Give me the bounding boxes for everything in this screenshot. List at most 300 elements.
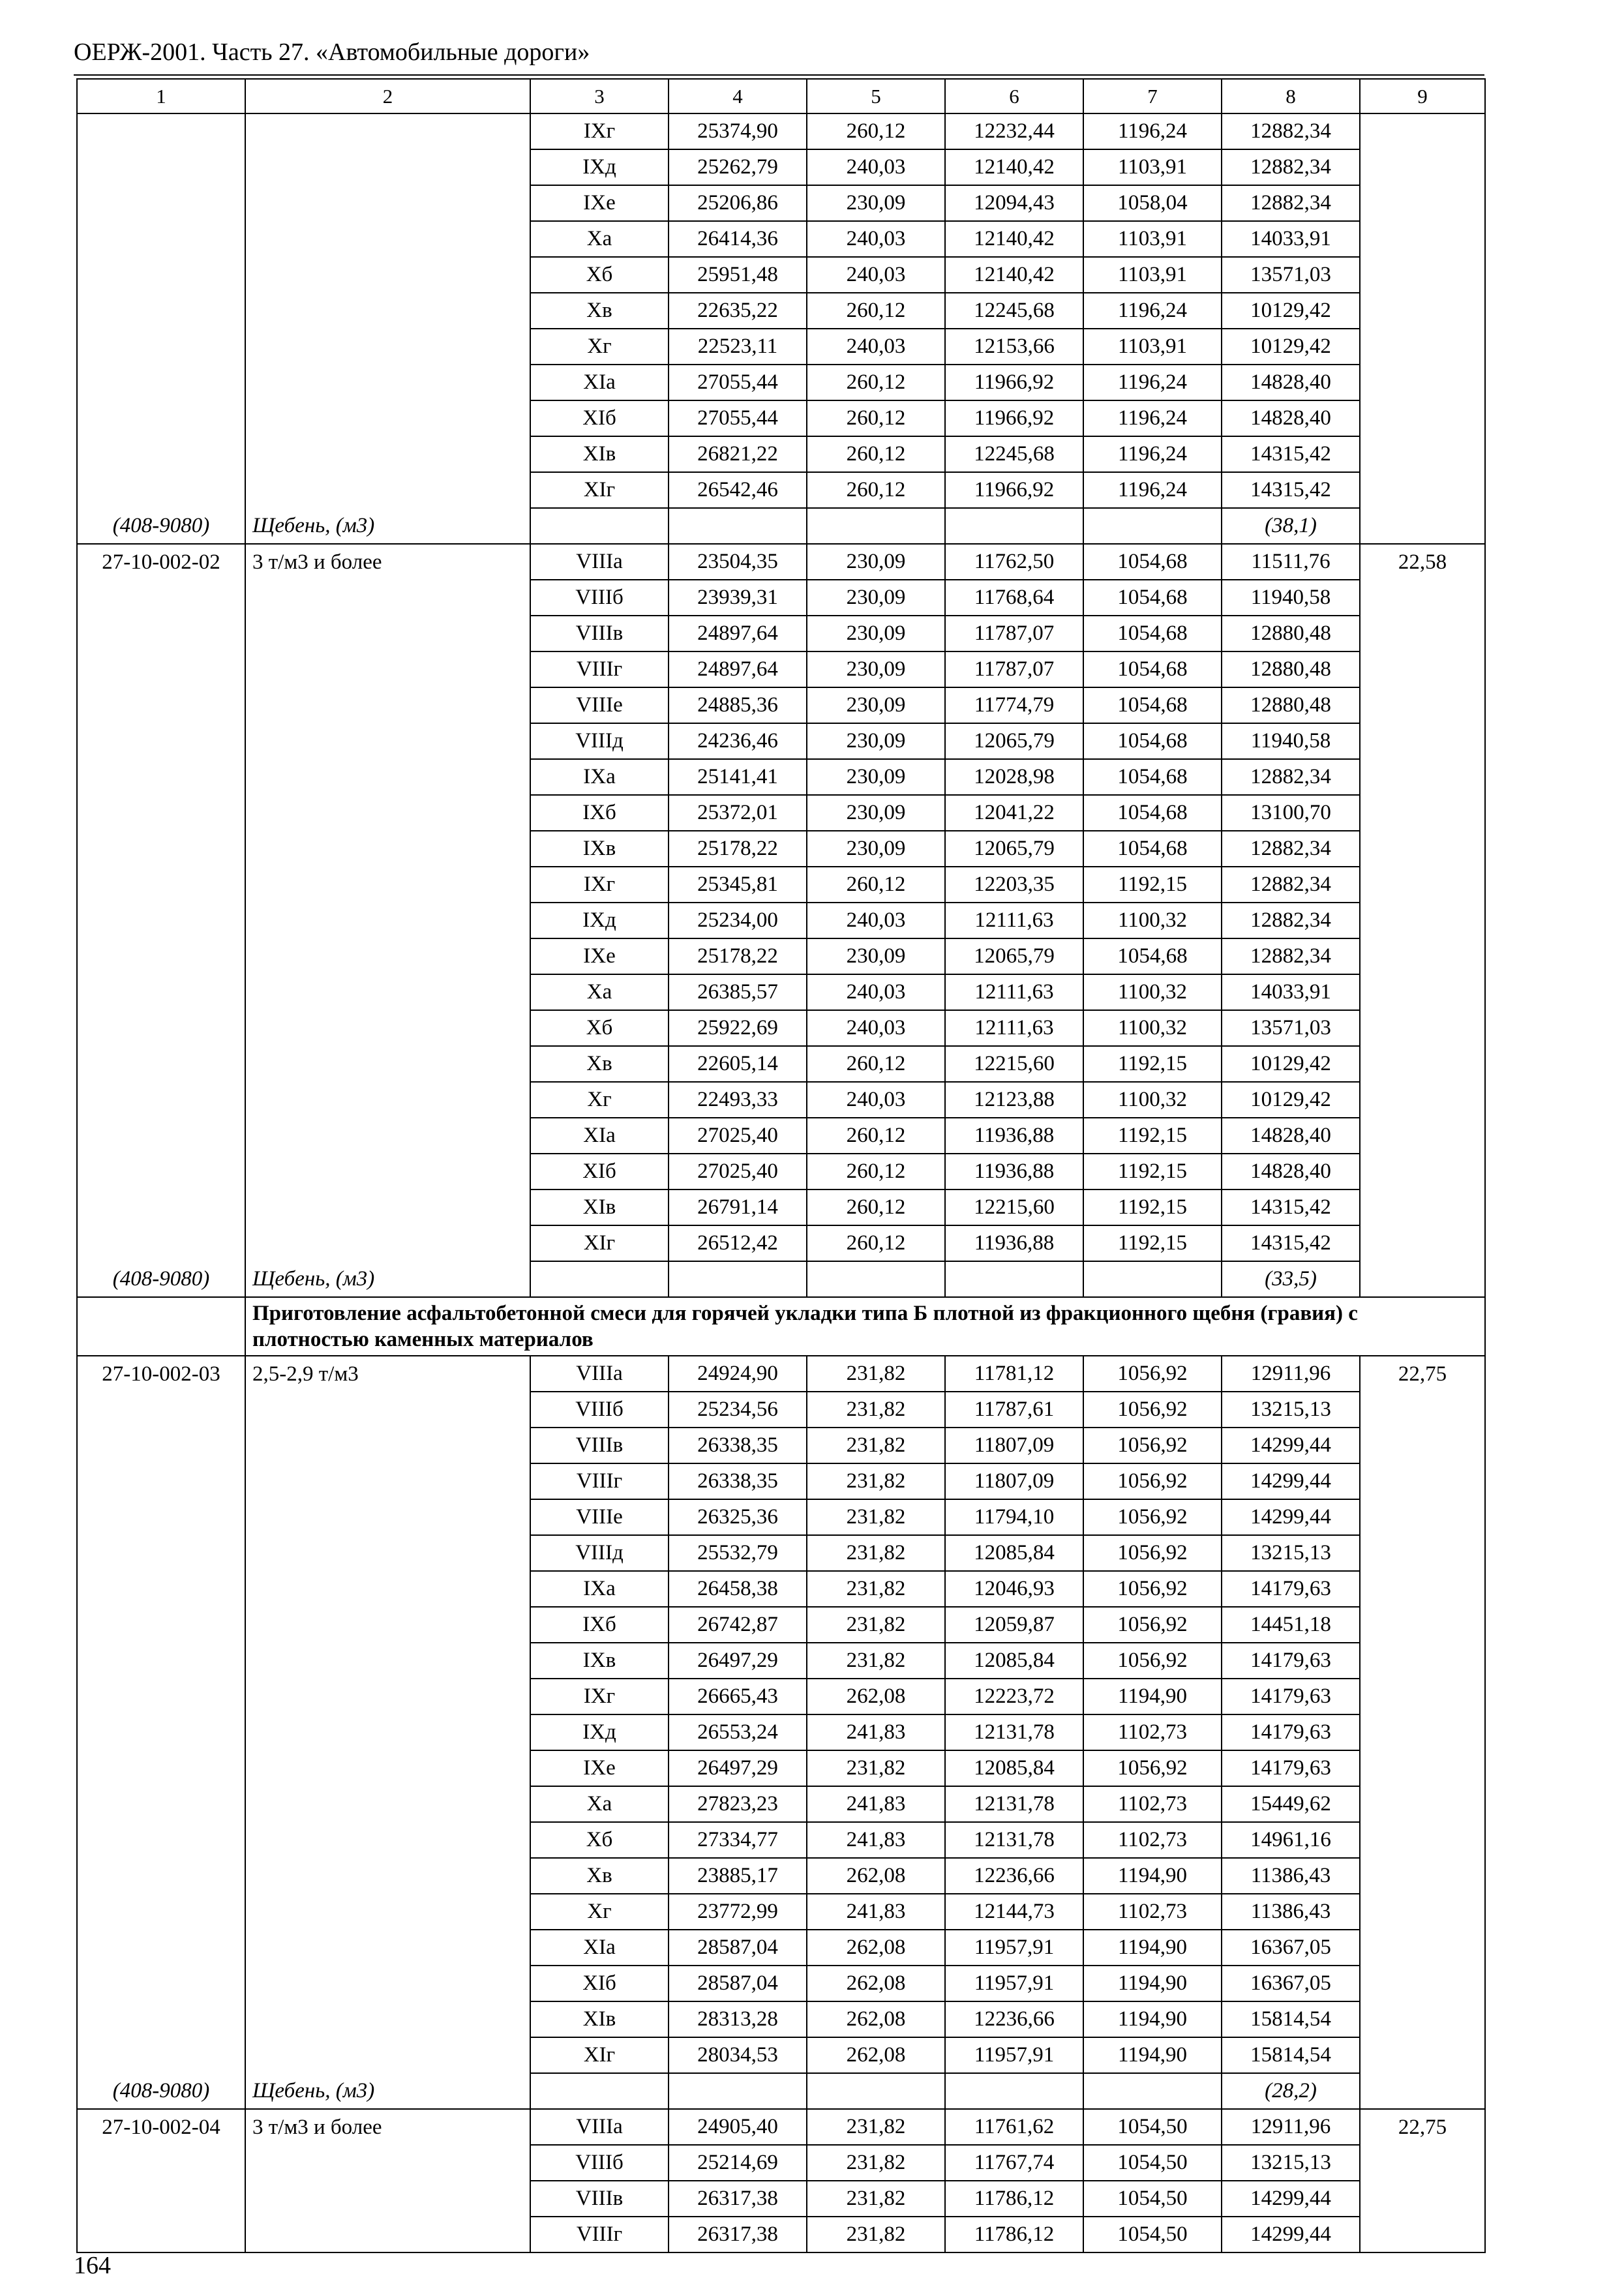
wages-cell: 231,82 — [807, 2109, 945, 2145]
table-row — [77, 1858, 1485, 1894]
resource-footer-row — [77, 1261, 1485, 1297]
materials-cell: 14828,40 — [1222, 1118, 1360, 1154]
rate-name — [245, 1607, 530, 1643]
rate-name — [245, 1499, 530, 1535]
rate-code — [77, 1643, 245, 1679]
rate-code — [77, 1679, 245, 1714]
table-row — [77, 472, 1485, 508]
total-cost-cell: 25372,01 — [669, 795, 807, 831]
rate-code — [77, 436, 245, 472]
rate-code — [77, 2181, 245, 2217]
operators-wages-cell: 1054,68 — [1083, 616, 1222, 651]
machines-cell: 12065,79 — [945, 723, 1083, 759]
rate-code — [77, 2001, 245, 2037]
operators-wages-cell: 1102,73 — [1083, 1786, 1222, 1822]
machines-cell: 12059,87 — [945, 1607, 1083, 1643]
rate-code: 27-10-002-04 — [77, 2109, 245, 2145]
rate-code — [77, 795, 245, 831]
rate-name — [245, 1858, 530, 1894]
materials-cell: 14315,42 — [1222, 472, 1360, 508]
table-row — [77, 1356, 1485, 1392]
rates-table — [76, 78, 1486, 2253]
zone-cell: VIIIа — [530, 1356, 669, 1392]
total-cost-cell: 22635,22 — [669, 293, 807, 329]
table-row — [77, 257, 1485, 293]
total-cost-cell: 25922,69 — [669, 1010, 807, 1046]
total-cost-cell: 24236,46 — [669, 723, 807, 759]
table-row — [77, 1571, 1485, 1607]
table-row — [77, 1225, 1485, 1261]
labor-cost-cell — [1360, 1858, 1485, 1894]
rate-code — [77, 1535, 245, 1571]
header-rule — [74, 74, 1484, 76]
rate-name — [245, 436, 530, 472]
table-row — [77, 1786, 1485, 1822]
labor-cost-cell — [1360, 938, 1485, 974]
operators-wages-cell: 1054,68 — [1083, 544, 1222, 580]
table-row — [77, 185, 1485, 221]
materials-cell: 14299,44 — [1222, 2181, 1360, 2217]
operators-wages-cell: 1192,15 — [1083, 1118, 1222, 1154]
zone-cell: VIIIв — [530, 2181, 669, 2217]
materials-cell: 13215,13 — [1222, 1535, 1360, 1571]
resource-code: (408-9080) — [77, 2073, 245, 2109]
labor-cost-cell — [1360, 293, 1485, 329]
total-cost-cell: 25234,56 — [669, 1392, 807, 1428]
total-cost-cell: 27025,40 — [669, 1118, 807, 1154]
table-row — [77, 1643, 1485, 1679]
labor-cost-cell — [1360, 1571, 1485, 1607]
machines-cell: 12111,63 — [945, 903, 1083, 938]
table-row — [77, 1535, 1485, 1571]
resource-code: (408-9080) — [77, 1261, 245, 1297]
materials-cell: 13215,13 — [1222, 2145, 1360, 2181]
materials-cell: 12882,34 — [1222, 113, 1360, 149]
labor-cost-cell — [1360, 400, 1485, 436]
wages-cell: 230,09 — [807, 687, 945, 723]
labor-cost-cell: 22,75 — [1360, 1356, 1485, 1392]
blank-cell — [945, 2073, 1083, 2109]
total-cost-cell: 23885,17 — [669, 1858, 807, 1894]
labor-cost-cell — [1360, 2217, 1485, 2252]
materials-cell: 14828,40 — [1222, 365, 1360, 400]
table-row — [77, 974, 1485, 1010]
rate-code — [77, 2145, 245, 2181]
total-cost-cell: 25178,22 — [669, 831, 807, 867]
rate-code — [77, 221, 245, 257]
blank-cell — [807, 508, 945, 544]
rate-code — [77, 867, 245, 903]
rate-code: 27-10-002-03 — [77, 1356, 245, 1392]
machines-cell: 12245,68 — [945, 436, 1083, 472]
table-row — [77, 1463, 1485, 1499]
zone-cell: XIб — [530, 400, 669, 436]
rate-name — [245, 1189, 530, 1225]
blank-cell — [530, 508, 669, 544]
labor-cost-cell — [1360, 1535, 1485, 1571]
materials-cell: 14179,63 — [1222, 1643, 1360, 1679]
rate-name — [245, 1118, 530, 1154]
rate-code — [77, 2217, 245, 2252]
table-row — [77, 795, 1485, 831]
labor-cost-cell — [1360, 1463, 1485, 1499]
rate-code — [77, 1858, 245, 1894]
wages-cell: 230,09 — [807, 795, 945, 831]
wages-cell: 231,82 — [807, 2181, 945, 2217]
rate-code — [77, 580, 245, 616]
rate-code — [77, 616, 245, 651]
operators-wages-cell: 1192,15 — [1083, 1225, 1222, 1261]
total-cost-cell: 25206,86 — [669, 185, 807, 221]
labor-cost-cell — [1360, 1607, 1485, 1643]
machines-cell: 12140,42 — [945, 221, 1083, 257]
machines-cell: 11966,92 — [945, 365, 1083, 400]
materials-cell: 12882,34 — [1222, 903, 1360, 938]
table-row — [77, 2181, 1485, 2217]
total-cost-cell: 22523,11 — [669, 329, 807, 365]
materials-cell: 10129,42 — [1222, 329, 1360, 365]
rates-table-body — [77, 79, 1485, 2252]
zone-cell: IXд — [530, 149, 669, 185]
total-cost-cell: 22605,14 — [669, 1046, 807, 1082]
machines-cell: 12028,98 — [945, 759, 1083, 795]
table-row — [77, 1966, 1485, 2001]
wages-cell: 262,08 — [807, 2037, 945, 2073]
table-row — [77, 544, 1485, 580]
wages-cell: 262,08 — [807, 1930, 945, 1966]
zone-cell: Xв — [530, 1046, 669, 1082]
wages-cell: 230,09 — [807, 580, 945, 616]
total-cost-cell: 25178,22 — [669, 938, 807, 974]
blank-cell — [807, 2073, 945, 2109]
wages-cell: 260,12 — [807, 472, 945, 508]
table-row — [77, 1118, 1485, 1154]
zone-cell: XIб — [530, 1966, 669, 2001]
operators-wages-cell: 1054,50 — [1083, 2181, 1222, 2217]
wages-cell: 260,12 — [807, 365, 945, 400]
labor-cost-cell — [1360, 1643, 1485, 1679]
rate-name — [245, 1894, 530, 1930]
rate-code — [77, 293, 245, 329]
wages-cell: 260,12 — [807, 1154, 945, 1189]
blank-cell — [1083, 2073, 1222, 2109]
machines-cell: 11774,79 — [945, 687, 1083, 723]
rate-name — [245, 1225, 530, 1261]
column-number-cell: 6 — [945, 79, 1083, 113]
wages-cell: 230,09 — [807, 185, 945, 221]
total-cost-cell: 26665,43 — [669, 1679, 807, 1714]
operators-wages-cell: 1100,32 — [1083, 974, 1222, 1010]
labor-cost-cell — [1360, 1679, 1485, 1714]
machines-cell: 11807,09 — [945, 1463, 1083, 1499]
operators-wages-cell: 1192,15 — [1083, 1046, 1222, 1082]
wages-cell: 231,82 — [807, 1750, 945, 1786]
labor-cost-cell — [1360, 1750, 1485, 1786]
labor-cost-cell — [1360, 1428, 1485, 1463]
materials-cell: 14299,44 — [1222, 2217, 1360, 2252]
machines-cell: 12065,79 — [945, 938, 1083, 974]
rate-name — [245, 472, 530, 508]
wages-cell: 230,09 — [807, 938, 945, 974]
zone-cell: XIг — [530, 2037, 669, 2073]
machines-cell: 11957,91 — [945, 2037, 1083, 2073]
operators-wages-cell: 1054,68 — [1083, 687, 1222, 723]
rate-name — [245, 2181, 530, 2217]
table-row — [77, 1607, 1485, 1643]
zone-cell: VIIIб — [530, 2145, 669, 2181]
labor-cost-cell — [1360, 1154, 1485, 1189]
materials-cell: 13215,13 — [1222, 1392, 1360, 1428]
zone-cell: XIв — [530, 436, 669, 472]
wages-cell: 262,08 — [807, 1966, 945, 2001]
materials-cell: 12882,34 — [1222, 185, 1360, 221]
operators-wages-cell: 1054,68 — [1083, 651, 1222, 687]
labor-cost-cell — [1360, 1225, 1485, 1261]
total-cost-cell: 26497,29 — [669, 1643, 807, 1679]
total-cost-cell: 27823,23 — [669, 1786, 807, 1822]
table-row — [77, 903, 1485, 938]
zone-cell: VIIIб — [530, 1392, 669, 1428]
labor-cost-cell — [1360, 723, 1485, 759]
zone-cell: Xг — [530, 1082, 669, 1118]
table-row — [77, 1822, 1485, 1858]
operators-wages-cell: 1196,24 — [1083, 436, 1222, 472]
total-cost-cell: 26791,14 — [669, 1189, 807, 1225]
machines-cell: 12131,78 — [945, 1786, 1083, 1822]
rate-name — [245, 1392, 530, 1428]
wages-cell: 230,09 — [807, 651, 945, 687]
rate-code — [77, 687, 245, 723]
materials-cell: 12911,96 — [1222, 1356, 1360, 1392]
labor-cost-cell — [1360, 149, 1485, 185]
wages-cell: 241,83 — [807, 1786, 945, 1822]
machines-cell: 11786,12 — [945, 2181, 1083, 2217]
machines-cell: 11936,88 — [945, 1225, 1083, 1261]
zone-cell: IXа — [530, 759, 669, 795]
blank-cell — [1360, 2073, 1485, 2109]
operators-wages-cell: 1194,90 — [1083, 1679, 1222, 1714]
labor-cost-cell — [1360, 257, 1485, 293]
table-row — [77, 1428, 1485, 1463]
rate-name: 3 т/м3 и более — [245, 544, 530, 580]
column-number-cell: 7 — [1083, 79, 1222, 113]
labor-cost-cell — [1360, 436, 1485, 472]
materials-cell: 13571,03 — [1222, 257, 1360, 293]
materials-cell: 11940,58 — [1222, 723, 1360, 759]
table-row — [77, 1189, 1485, 1225]
labor-cost-cell — [1360, 974, 1485, 1010]
column-number-row — [77, 79, 1485, 113]
wages-cell: 260,12 — [807, 1189, 945, 1225]
zone-cell: VIIIа — [530, 544, 669, 580]
machines-cell: 12203,35 — [945, 867, 1083, 903]
table-row — [77, 221, 1485, 257]
labor-cost-cell — [1360, 759, 1485, 795]
total-cost-cell: 24924,90 — [669, 1356, 807, 1392]
rate-name — [245, 113, 530, 149]
materials-cell: 14179,63 — [1222, 1750, 1360, 1786]
section-header-row — [77, 1297, 1485, 1356]
rate-name — [245, 400, 530, 436]
materials-cell: 12880,48 — [1222, 687, 1360, 723]
wages-cell: 241,83 — [807, 1822, 945, 1858]
total-cost-cell: 28034,53 — [669, 2037, 807, 2073]
machines-cell: 12144,73 — [945, 1894, 1083, 1930]
rate-name — [245, 1822, 530, 1858]
operators-wages-cell: 1054,68 — [1083, 938, 1222, 974]
wages-cell: 240,03 — [807, 903, 945, 938]
total-cost-cell: 26542,46 — [669, 472, 807, 508]
operators-wages-cell: 1102,73 — [1083, 1894, 1222, 1930]
total-cost-cell: 22493,33 — [669, 1082, 807, 1118]
rate-name — [245, 795, 530, 831]
resource-name: Щебень, (м3) — [245, 508, 530, 544]
operators-wages-cell: 1054,50 — [1083, 2145, 1222, 2181]
rate-name — [245, 1428, 530, 1463]
table-row — [77, 1499, 1485, 1535]
operators-wages-cell: 1056,92 — [1083, 1607, 1222, 1643]
operators-wages-cell: 1100,32 — [1083, 1010, 1222, 1046]
rate-name — [245, 1966, 530, 2001]
machines-cell: 12065,79 — [945, 831, 1083, 867]
total-cost-cell: 27055,44 — [669, 400, 807, 436]
materials-cell: 15814,54 — [1222, 2001, 1360, 2037]
zone-cell: XIа — [530, 1930, 669, 1966]
labor-cost-cell — [1360, 1714, 1485, 1750]
labor-cost-cell: 22,75 — [1360, 2109, 1485, 2145]
resource-quantity: (38,1) — [1222, 508, 1360, 544]
rate-name — [245, 2217, 530, 2252]
materials-cell: 16367,05 — [1222, 1966, 1360, 2001]
zone-cell: XIг — [530, 1225, 669, 1261]
table-row — [77, 1714, 1485, 1750]
table-row — [77, 1750, 1485, 1786]
blank-cell — [1083, 1261, 1222, 1297]
materials-cell: 14299,44 — [1222, 1499, 1360, 1535]
materials-cell: 14828,40 — [1222, 1154, 1360, 1189]
rate-code — [77, 723, 245, 759]
table-row — [77, 651, 1485, 687]
column-number-cell: 3 — [530, 79, 669, 113]
total-cost-cell: 25234,00 — [669, 903, 807, 938]
table-row — [77, 580, 1485, 616]
operators-wages-cell: 1103,91 — [1083, 149, 1222, 185]
zone-cell: VIIIе — [530, 687, 669, 723]
machines-cell: 12236,66 — [945, 2001, 1083, 2037]
total-cost-cell: 28587,04 — [669, 1930, 807, 1966]
rate-name — [245, 257, 530, 293]
machines-cell: 12236,66 — [945, 1858, 1083, 1894]
table-row — [77, 2001, 1485, 2037]
rate-name — [245, 616, 530, 651]
rate-name — [245, 2001, 530, 2037]
blank-cell — [530, 1261, 669, 1297]
zone-cell: VIIIг — [530, 2217, 669, 2252]
rate-code — [77, 1225, 245, 1261]
wages-cell: 231,82 — [807, 2217, 945, 2252]
total-cost-cell: 25345,81 — [669, 867, 807, 903]
operators-wages-cell: 1054,50 — [1083, 2217, 1222, 2252]
labor-cost-cell — [1360, 113, 1485, 149]
materials-cell: 15449,62 — [1222, 1786, 1360, 1822]
materials-cell: 16367,05 — [1222, 1930, 1360, 1966]
table-row — [77, 867, 1485, 903]
machines-cell: 12153,66 — [945, 329, 1083, 365]
rate-name — [245, 365, 530, 400]
wages-cell: 230,09 — [807, 616, 945, 651]
section-blank-cell — [77, 1297, 245, 1356]
rate-code — [77, 1082, 245, 1118]
materials-cell: 12882,34 — [1222, 149, 1360, 185]
rate-name — [245, 1930, 530, 1966]
machines-cell: 12094,43 — [945, 185, 1083, 221]
materials-cell: 12882,34 — [1222, 938, 1360, 974]
rate-name — [245, 651, 530, 687]
rate-name — [245, 185, 530, 221]
machines-cell: 12123,88 — [945, 1082, 1083, 1118]
rate-name — [245, 1750, 530, 1786]
table-row — [77, 687, 1485, 723]
machines-cell: 11794,10 — [945, 1499, 1083, 1535]
zone-cell: Xг — [530, 1894, 669, 1930]
operators-wages-cell: 1100,32 — [1083, 1082, 1222, 1118]
rate-code — [77, 472, 245, 508]
zone-cell: VIIIг — [530, 1463, 669, 1499]
total-cost-cell: 26497,29 — [669, 1750, 807, 1786]
materials-cell: 10129,42 — [1222, 293, 1360, 329]
materials-cell: 12882,34 — [1222, 759, 1360, 795]
blank-cell — [669, 1261, 807, 1297]
machines-cell: 12223,72 — [945, 1679, 1083, 1714]
rate-code — [77, 1154, 245, 1189]
table-row — [77, 149, 1485, 185]
blank-cell — [1083, 508, 1222, 544]
operators-wages-cell: 1192,15 — [1083, 1154, 1222, 1189]
wages-cell: 260,12 — [807, 1046, 945, 1082]
materials-cell: 12911,96 — [1222, 2109, 1360, 2145]
table-row — [77, 1392, 1485, 1428]
operators-wages-cell: 1192,15 — [1083, 867, 1222, 903]
wages-cell: 231,82 — [807, 1499, 945, 1535]
rate-name — [245, 1786, 530, 1822]
resource-name: Щебень, (м3) — [245, 1261, 530, 1297]
wages-cell: 260,12 — [807, 1225, 945, 1261]
table-row — [77, 2109, 1485, 2145]
zone-cell: VIIIа — [530, 2109, 669, 2145]
operators-wages-cell: 1196,24 — [1083, 293, 1222, 329]
materials-cell: 10129,42 — [1222, 1046, 1360, 1082]
zone-cell: IXе — [530, 1750, 669, 1786]
rate-code — [77, 938, 245, 974]
rate-code — [77, 1930, 245, 1966]
rate-code — [77, 1010, 245, 1046]
operators-wages-cell: 1054,68 — [1083, 831, 1222, 867]
rate-name — [245, 221, 530, 257]
total-cost-cell: 27025,40 — [669, 1154, 807, 1189]
machines-cell: 12111,63 — [945, 974, 1083, 1010]
machines-cell: 12085,84 — [945, 1535, 1083, 1571]
rate-code — [77, 651, 245, 687]
table-row — [77, 1010, 1485, 1046]
resource-footer-row — [77, 508, 1485, 544]
materials-cell: 11940,58 — [1222, 580, 1360, 616]
labor-cost-cell — [1360, 1010, 1485, 1046]
column-number-cell: 8 — [1222, 79, 1360, 113]
rate-name: 2,5-2,9 т/м3 — [245, 1356, 530, 1392]
zone-cell: XIв — [530, 2001, 669, 2037]
operators-wages-cell: 1054,68 — [1083, 580, 1222, 616]
rate-code — [77, 1966, 245, 2001]
